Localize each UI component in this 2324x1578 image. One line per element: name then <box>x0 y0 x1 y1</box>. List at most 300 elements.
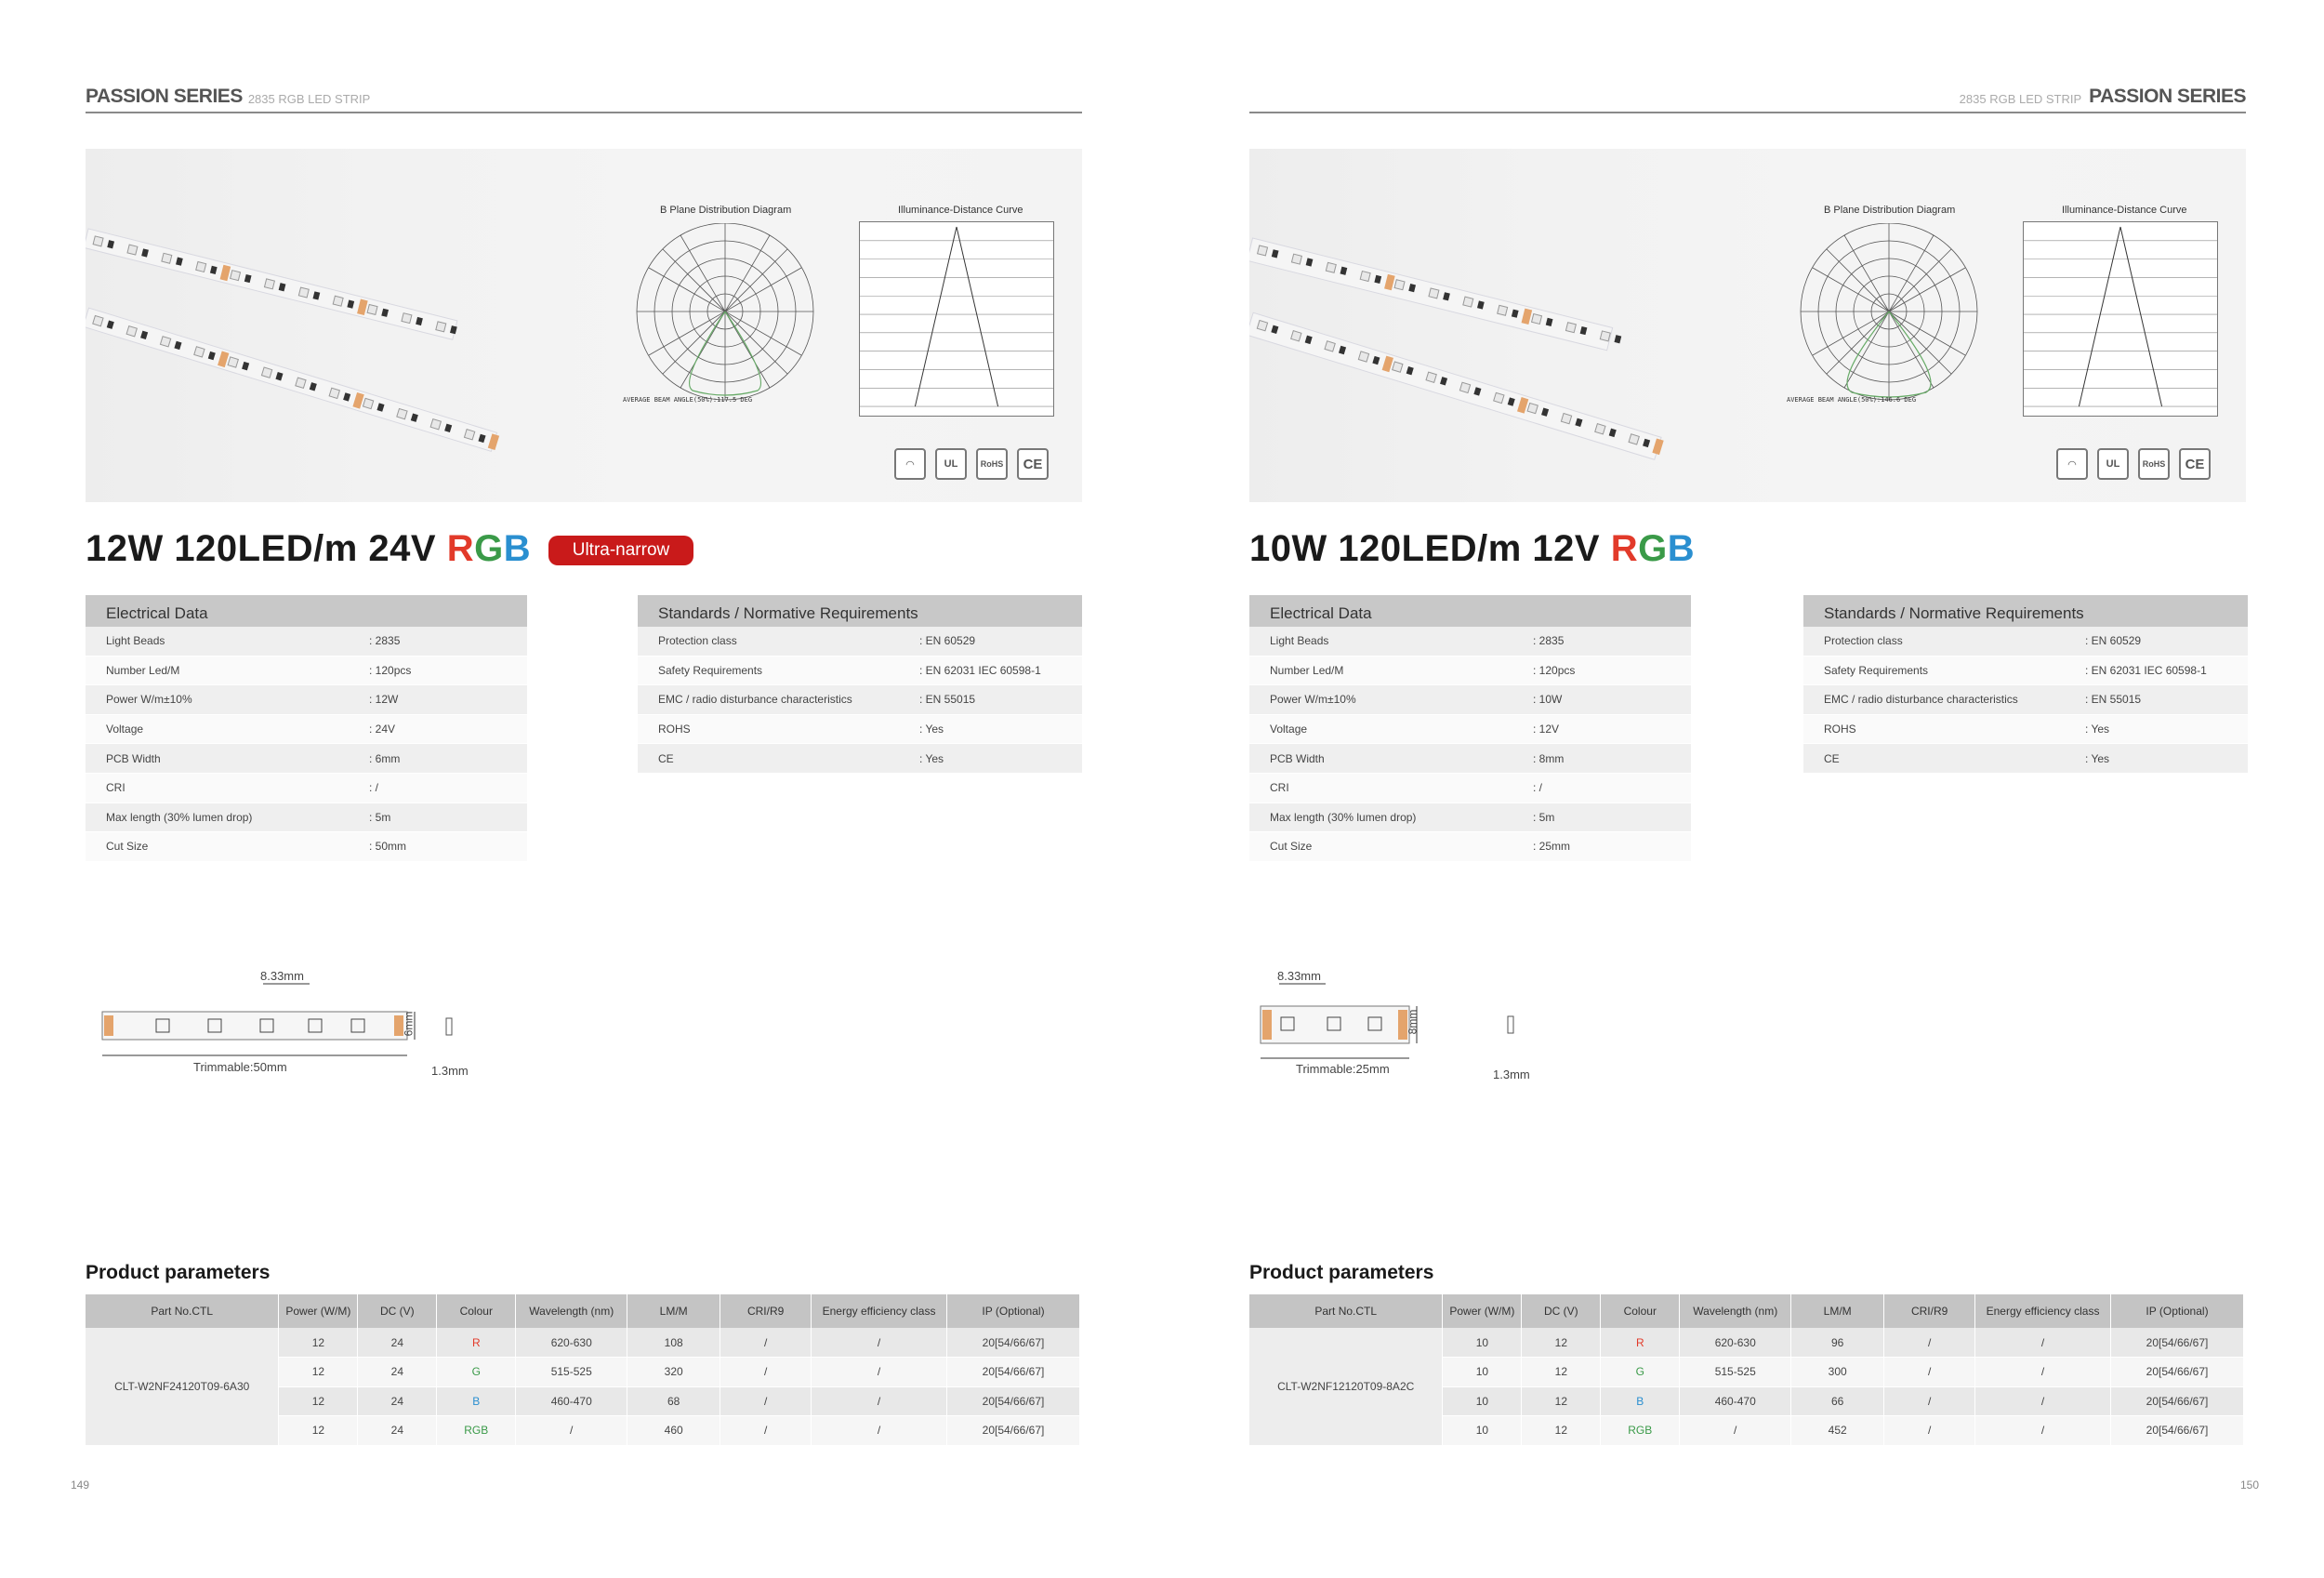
led-chip <box>261 366 272 378</box>
led-chip <box>160 336 171 347</box>
param-cell: 12 <box>1522 1328 1601 1358</box>
thickness-label: 1.3mm <box>1493 1067 1530 1081</box>
led-chip <box>1360 271 1371 282</box>
electrical-value: : 50mm <box>369 840 407 854</box>
part-number: CLT-W2NF12120T09-8A2C <box>1249 1328 1443 1445</box>
resistor <box>141 248 149 257</box>
resistor <box>1609 429 1617 437</box>
param-cell: 10 <box>1443 1328 1522 1358</box>
led-chip <box>1526 403 1538 414</box>
resistor <box>416 317 423 325</box>
param-header: Energy efficiency class <box>812 1294 947 1328</box>
param-header: Power (W/M) <box>1443 1294 1522 1328</box>
param-cell: / <box>1975 1386 2111 1416</box>
param-cell: 460-470 <box>1680 1386 1791 1416</box>
led-chip <box>430 418 442 430</box>
led-chip <box>1493 392 1504 404</box>
title-main: 12W 120LED/m 24V <box>86 528 447 569</box>
resistor <box>381 309 389 317</box>
electrical-label: Number Led/M <box>1270 663 1344 677</box>
standards-row <box>638 685 1082 715</box>
param-cell: 20[54/66/67] <box>947 1416 1080 1446</box>
led-chip <box>126 245 138 256</box>
led-chip <box>230 270 241 281</box>
resistor <box>1408 284 1416 292</box>
param-cell: 515-525 <box>1680 1358 1791 1387</box>
resistor <box>1440 377 1447 385</box>
param-header: Part No.CTL <box>86 1294 279 1328</box>
electrical-row <box>86 832 527 862</box>
standards-label: CE <box>1824 751 1840 765</box>
electrical-data-heading: Electrical Data <box>1249 595 1691 627</box>
resistor <box>107 240 114 248</box>
param-header: Wavelength (nm) <box>1680 1294 1791 1328</box>
param-cell: 68 <box>627 1386 720 1416</box>
param-cell: 20[54/66/67] <box>947 1358 1080 1387</box>
electrical-label: Power W/m±10% <box>106 693 192 707</box>
param-cell: 96 <box>1791 1328 1884 1358</box>
resistor <box>450 325 457 334</box>
led-chip <box>329 388 340 399</box>
param-header: DC (V) <box>1522 1294 1601 1328</box>
param-row <box>1249 1328 2244 1358</box>
param-cell: 10 <box>1443 1386 1522 1416</box>
part-number: CLT-W2NF24120T09-6A30 <box>86 1328 279 1445</box>
resistor <box>210 266 218 274</box>
param-cell: / <box>1975 1416 2111 1446</box>
resistor <box>1508 397 1515 405</box>
param-header: Power (W/M) <box>279 1294 358 1328</box>
electrical-value: : / <box>1533 781 1543 795</box>
resistor <box>174 341 181 350</box>
param-cell: / <box>1884 1358 1975 1387</box>
param-cell: / <box>1884 1416 1975 1446</box>
trim-label: Trimmable:25mm <box>1296 1062 1390 1076</box>
param-cell: / <box>812 1416 947 1446</box>
resistor <box>1406 366 1414 375</box>
led-chip <box>1393 279 1405 290</box>
electrical-row <box>1249 715 1691 745</box>
led-chip <box>298 286 310 298</box>
solder-pad <box>488 433 499 450</box>
resistor <box>1271 325 1278 334</box>
param-cell: / <box>1975 1328 2111 1358</box>
title-g: G <box>1638 528 1668 569</box>
rohs-icon: RoHS <box>2138 448 2170 480</box>
resistor <box>1443 292 1450 300</box>
product-title <box>1249 528 1695 570</box>
param-header: Energy efficiency class <box>1975 1294 2111 1328</box>
electrical-row <box>1249 744 1691 774</box>
param-header: LM/M <box>1791 1294 1884 1328</box>
solder-pad <box>1652 438 1663 455</box>
led-chip <box>366 304 377 315</box>
electrical-row <box>1249 832 1691 862</box>
param-header: Wavelength (nm) <box>516 1294 627 1328</box>
electrical-row <box>1249 774 1691 803</box>
electrical-value: : / <box>369 781 379 795</box>
led-chip <box>1428 287 1439 298</box>
param-cell: 20[54/66/67] <box>2111 1358 2244 1387</box>
electrical-row <box>86 744 527 774</box>
led-chip <box>435 321 446 332</box>
width-label: 8mm <box>1406 1009 1419 1035</box>
electrical-value: : 5m <box>369 810 391 824</box>
param-cell: / <box>1975 1358 2111 1387</box>
param-header: LM/M <box>627 1294 720 1328</box>
param-header: Part No.CTL <box>1249 1294 1443 1328</box>
electrical-row <box>1249 627 1691 656</box>
param-cell: RGB <box>1601 1416 1680 1446</box>
param-cell: 12 <box>1522 1416 1601 1446</box>
param-cell: 20[54/66/67] <box>2111 1328 2244 1358</box>
product-parameters-table <box>86 1294 1080 1446</box>
standards-label: CE <box>658 751 674 765</box>
electrical-label: Cut Size <box>106 840 149 854</box>
series-title: PASSION SERIES <box>86 86 243 107</box>
param-cell: 12 <box>1522 1358 1601 1387</box>
standards-value: : EN 62031 IEC 60598-1 <box>919 663 1041 677</box>
resistor <box>313 291 321 299</box>
standards-value: : EN 62031 IEC 60598-1 <box>2085 663 2207 677</box>
electrical-row <box>1249 685 1691 715</box>
resistor <box>1643 439 1650 447</box>
param-cell: R <box>1601 1328 1680 1358</box>
electrical-data-table <box>86 595 527 862</box>
led-chip <box>1628 433 1639 444</box>
standards-value: : EN 55015 <box>919 693 976 707</box>
param-cell: B <box>1601 1386 1680 1416</box>
param-header: Colour <box>437 1294 516 1328</box>
standards-label: EMC / radio disturbance characteristics <box>658 693 852 707</box>
param-cell: / <box>720 1358 812 1387</box>
param-cell: / <box>1680 1416 1791 1446</box>
standards-label: Protection class <box>1824 634 1903 648</box>
standards-table <box>1803 595 2248 774</box>
product-title <box>86 528 531 570</box>
standards-label: ROHS <box>1824 723 1856 736</box>
resistor <box>244 274 252 283</box>
led-chip <box>1290 330 1301 341</box>
param-cell: 24 <box>358 1386 437 1416</box>
ce-icon: CE <box>2179 448 2211 480</box>
electrical-label: Cut Size <box>1270 840 1313 854</box>
resistor <box>279 283 286 291</box>
polar-footer: AVERAGE BEAM ANGLE(50%):146.6 DEG <box>1787 396 1917 404</box>
page-number: 149 <box>71 1479 90 1492</box>
standards-value: : Yes <box>919 751 944 765</box>
param-cell: 10 <box>1443 1358 1522 1387</box>
dimension-drawing <box>1259 967 1538 1088</box>
resistor <box>1512 310 1519 318</box>
param-cell: 108 <box>627 1328 720 1358</box>
standards-label: Safety Requirements <box>658 663 763 677</box>
resistor <box>1541 407 1549 416</box>
dimmable-icon: ◠ <box>894 448 926 480</box>
rohs-icon: RoHS <box>976 448 1008 480</box>
param-cell: 20[54/66/67] <box>2111 1416 2244 1446</box>
led-chip <box>125 325 137 337</box>
led-chip <box>93 235 104 246</box>
ce-icon: CE <box>1017 448 1049 480</box>
led-chip <box>1600 330 1611 341</box>
polar-distribution-diagram <box>623 223 827 404</box>
resistor <box>1473 387 1481 395</box>
param-header: Colour <box>1601 1294 1680 1328</box>
resistor <box>1372 356 1380 365</box>
resistor <box>1374 275 1381 284</box>
pitch-label: 8.33mm <box>260 969 304 983</box>
pitch-label: 8.33mm <box>1277 969 1321 983</box>
resistor <box>1305 336 1313 344</box>
resistor <box>1340 267 1348 275</box>
electrical-value: : 12W <box>369 693 399 707</box>
param-cell: 460-470 <box>516 1386 627 1416</box>
electrical-row <box>1249 656 1691 686</box>
resistor <box>376 403 384 411</box>
param-cell: 24 <box>358 1416 437 1446</box>
electrical-value: : 8mm <box>1533 751 1565 765</box>
led-chip <box>1257 245 1268 256</box>
resistor <box>1614 335 1621 343</box>
standards-heading: Standards / Normative Requirements <box>1803 595 2248 627</box>
standards-row <box>1803 685 2248 715</box>
title-r: R <box>446 528 475 569</box>
standards-row <box>1803 627 2248 656</box>
param-cell: 620-630 <box>516 1328 627 1358</box>
resistor <box>478 434 485 443</box>
polar-diagram-title: B Plane Distribution Diagram <box>1824 205 1956 216</box>
ultra-narrow-badge: Ultra-narrow <box>548 536 693 565</box>
param-cell: 12 <box>279 1328 358 1358</box>
product-photo <box>86 149 1082 502</box>
resistor <box>411 413 418 421</box>
led-chip <box>464 429 475 440</box>
led-chip <box>1459 382 1471 393</box>
param-header: IP (Optional) <box>2111 1294 2244 1328</box>
electrical-row <box>86 627 527 656</box>
title-b: B <box>1667 528 1696 569</box>
resistor <box>1306 258 1314 266</box>
resistor <box>1580 326 1588 335</box>
title-main: 10W 120LED/m 12V <box>1249 528 1611 569</box>
standards-value: : Yes <box>2085 723 2110 736</box>
led-chip <box>161 253 172 264</box>
page-right <box>1162 0 2324 1578</box>
standards-label: Safety Requirements <box>1824 663 1929 677</box>
standards-value: : EN 60529 <box>919 634 976 648</box>
page-header <box>1249 86 2246 113</box>
led-chip <box>92 315 103 326</box>
resistor <box>176 258 183 266</box>
param-cell: 12 <box>279 1416 358 1446</box>
param-cell: / <box>720 1386 812 1416</box>
param-cell: 12 <box>1522 1386 1601 1416</box>
electrical-data-heading: Electrical Data <box>86 595 527 627</box>
standards-label: ROHS <box>658 723 691 736</box>
param-cell: 24 <box>358 1328 437 1358</box>
polar-distribution-diagram <box>1787 223 1991 404</box>
resistor <box>1575 418 1582 427</box>
param-cell: 10 <box>1443 1416 1522 1446</box>
standards-row <box>638 715 1082 745</box>
electrical-label: Voltage <box>106 723 144 736</box>
standards-value: : Yes <box>919 723 944 736</box>
electrical-row <box>1249 803 1691 833</box>
param-cell: 66 <box>1791 1386 1884 1416</box>
resistor <box>208 351 216 360</box>
param-cell: / <box>812 1328 947 1358</box>
led-chip <box>1358 351 1369 362</box>
standards-table <box>638 595 1082 774</box>
resistor <box>1477 300 1485 309</box>
param-cell: 300 <box>1791 1358 1884 1387</box>
param-cell: 20[54/66/67] <box>947 1386 1080 1416</box>
param-header: DC (V) <box>358 1294 437 1328</box>
electrical-label: Voltage <box>1270 723 1308 736</box>
electrical-value: : 6mm <box>369 751 401 765</box>
electrical-label: Light Beads <box>1270 634 1329 648</box>
thickness-label: 1.3mm <box>431 1064 469 1078</box>
standards-value: : EN 55015 <box>2085 693 2142 707</box>
param-cell: / <box>1884 1328 1975 1358</box>
param-cell: 24 <box>358 1358 437 1387</box>
standards-row <box>638 627 1082 656</box>
electrical-label: Power W/m±10% <box>1270 693 1356 707</box>
electrical-label: Max length (30% lumen drop) <box>1270 810 1417 824</box>
standards-row <box>638 744 1082 774</box>
illuminance-curve <box>859 221 1054 417</box>
param-cell: 12 <box>279 1358 358 1387</box>
led-chip <box>1561 413 1572 424</box>
led-chip <box>1462 297 1473 308</box>
led-chip <box>396 408 407 419</box>
electrical-value: : 12V <box>1533 723 1560 736</box>
trim-label: Trimmable:50mm <box>193 1060 287 1074</box>
led-chip <box>1291 254 1302 265</box>
electrical-label: Max length (30% lumen drop) <box>106 810 253 824</box>
param-cell: 515-525 <box>516 1358 627 1387</box>
standards-label: EMC / radio disturbance characteristics <box>1824 693 2018 707</box>
param-cell: / <box>720 1328 812 1358</box>
series-subtitle: 2835 RGB LED STRIP <box>247 92 371 106</box>
electrical-row <box>86 715 527 745</box>
param-cell: / <box>812 1358 947 1387</box>
led-chip <box>1531 313 1542 325</box>
led-chip <box>264 278 275 289</box>
electrical-label: CRI <box>1270 781 1289 795</box>
product-photo <box>1249 149 2246 502</box>
standards-row <box>1803 744 2248 774</box>
standards-row <box>1803 656 2248 686</box>
resistor <box>343 392 350 401</box>
polar-diagram-title: B Plane Distribution Diagram <box>660 205 792 216</box>
led-chip <box>195 261 206 272</box>
resistor <box>242 362 249 370</box>
param-cell: 20[54/66/67] <box>947 1328 1080 1358</box>
curve-title: Illuminance-Distance Curve <box>2062 205 2187 216</box>
resistor <box>347 300 354 309</box>
param-cell: 320 <box>627 1358 720 1387</box>
param-cell: / <box>720 1416 812 1446</box>
series-title: PASSION SERIES <box>2089 86 2246 107</box>
resistor <box>444 424 452 432</box>
electrical-label: Number Led/M <box>106 663 180 677</box>
param-cell: R <box>437 1328 516 1358</box>
standards-value: : EN 60529 <box>2085 634 2142 648</box>
resistor <box>1546 318 1553 326</box>
curve-title: Illuminance-Distance Curve <box>898 205 1023 216</box>
resistor <box>107 320 114 328</box>
resistor <box>140 331 148 339</box>
param-row <box>86 1328 1080 1358</box>
electrical-value: : 5m <box>1533 810 1555 824</box>
ul-icon: UL <box>935 448 967 480</box>
resistor <box>275 372 283 380</box>
led-chip <box>401 312 412 324</box>
page-number: 150 <box>2240 1479 2260 1492</box>
standards-row <box>638 656 1082 686</box>
resistor <box>1339 346 1346 354</box>
electrical-label: Light Beads <box>106 634 165 648</box>
resistor <box>310 382 317 391</box>
param-cell: G <box>1601 1358 1680 1387</box>
electrical-value: : 120pcs <box>369 663 412 677</box>
electrical-label: CRI <box>106 781 125 795</box>
resistor <box>1272 249 1279 258</box>
led-chip <box>1324 340 1335 351</box>
param-cell: 620-630 <box>1680 1328 1791 1358</box>
width-label: 6mm <box>402 1011 416 1037</box>
led-chip <box>228 356 239 367</box>
param-cell: / <box>812 1386 947 1416</box>
standards-heading: Standards / Normative Requirements <box>638 595 1082 627</box>
param-cell: 12 <box>279 1386 358 1416</box>
standards-row <box>1803 715 2248 745</box>
series-subtitle: 2835 RGB LED STRIP <box>1959 92 2082 106</box>
illuminance-curve <box>2023 221 2218 417</box>
led-chip <box>193 346 205 357</box>
led-chip <box>363 398 374 409</box>
param-cell: B <box>437 1386 516 1416</box>
title-g: G <box>474 528 504 569</box>
led-chip <box>1392 361 1403 372</box>
dimmable-icon: ◠ <box>2056 448 2088 480</box>
polar-footer: AVERAGE BEAM ANGLE(50%):117.5 DEG <box>623 396 753 404</box>
strip-outline <box>100 967 472 1069</box>
led-chip <box>1565 322 1577 333</box>
page-header <box>86 86 1082 113</box>
param-cell: 460 <box>627 1416 720 1446</box>
electrical-value: : 10W <box>1533 693 1563 707</box>
param-header: IP (Optional) <box>947 1294 1080 1328</box>
title-b: B <box>503 528 532 569</box>
electrical-row <box>86 685 527 715</box>
product-parameters-title: Product parameters <box>1249 1262 1434 1283</box>
ul-icon: UL <box>2097 448 2129 480</box>
standards-value: : Yes <box>2085 751 2110 765</box>
title-r: R <box>1610 528 1639 569</box>
led-chip <box>1326 262 1337 273</box>
dimension-drawing <box>100 967 472 1079</box>
electrical-row <box>86 774 527 803</box>
electrical-label: PCB Width <box>106 751 161 765</box>
electrical-value: : 24V <box>369 723 396 736</box>
product-parameters-table <box>1249 1294 2244 1446</box>
led-chip <box>1497 305 1508 316</box>
electrical-data-table <box>1249 595 1691 862</box>
param-cell: / <box>1884 1386 1975 1416</box>
